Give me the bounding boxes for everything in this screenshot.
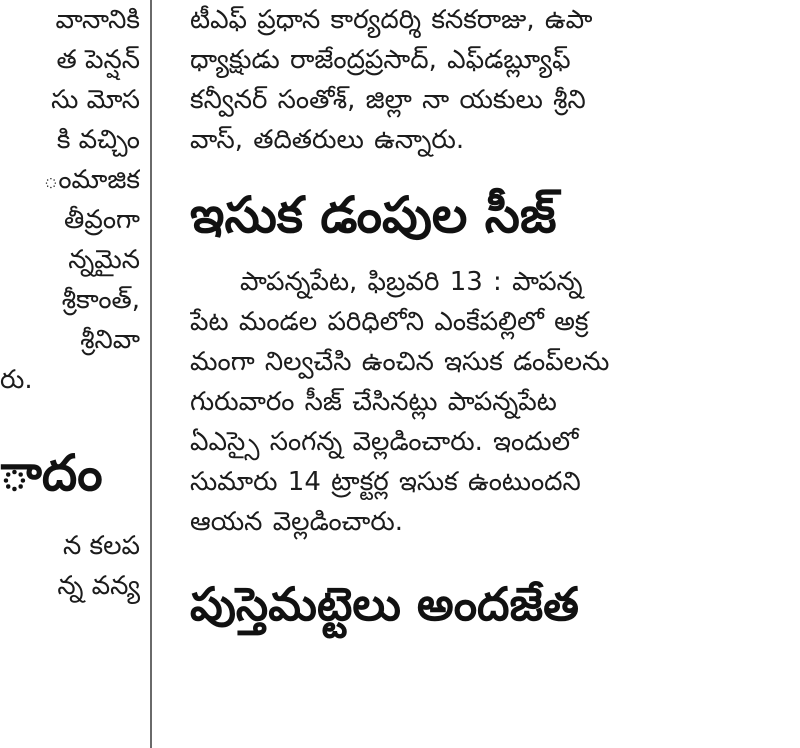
left-text-line: న కలప <box>62 531 140 561</box>
left-text-line: తీవ్రంగా <box>64 205 140 235</box>
article-text-line: ఏఎస్సై సంగన్న వెల్లడించారు. ఇందులో <box>190 427 579 457</box>
intro-text-line: వాస్, తదితరులు ఉన్నారు. <box>190 125 465 155</box>
left-column-paragraph-2 <box>0 526 140 606</box>
left-news-column <box>0 0 140 748</box>
left-text-line: కి వచ్చిం <box>56 125 140 155</box>
left-column-headline: ాదం <box>0 444 103 502</box>
left-text-line: సు మోస <box>51 85 140 115</box>
right-news-column <box>190 0 750 748</box>
left-text-line: రు. <box>0 365 33 395</box>
intro-text-line: ధ్యాక్షుడు రాజేంద్రప్రసాద్, ఎఫ్‌డబ్ల్యూఫ్ <box>190 45 571 75</box>
next-article-headline: పుస్తెమట్టెలు అందజేత <box>190 577 579 631</box>
article-text-line: సుమారు 14 ట్రాక్టర్ల ఇసుక ఉంటుందని <box>190 467 581 497</box>
left-text-line: న్నమైన <box>68 245 140 275</box>
article-text-line: మంగా నిల్వచేసి ఉంచిన ఇసుక డంప్‌లను <box>190 347 610 377</box>
left-text-line: త పెన్షన్ <box>56 45 140 75</box>
left-text-line: శ్రీనివా <box>80 325 140 355</box>
article-headline: ఇసుక డంపుల సీజ్ <box>190 186 557 244</box>
article-text-line: పాపన్నపేట, ఫిబ్రవరి 13 : పాపన్న <box>240 267 583 297</box>
left-text-line: న్న వన్య <box>57 571 140 601</box>
left-text-line: వానానికి <box>55 5 140 35</box>
article-text-line: పేట మండల పరిధిలోని ఎంకేపల్లిలో అక్ర <box>190 307 589 337</box>
article-text-line: ఆయన వెల్లడించారు. <box>190 507 404 537</box>
intro-paragraph <box>190 0 750 160</box>
left-column-paragraph <box>0 0 140 400</box>
intro-text-line: కన్వీనర్ సంతోశ్, జిల్లా నా యకులు శ్రీని <box>190 85 586 115</box>
column-divider <box>150 0 152 748</box>
article-text-line: గురువారం సీజ్ చేసినట్లు పాపన్నపేట <box>190 387 557 417</box>
left-text-line: శ్రీకాంత్, <box>61 285 140 315</box>
intro-text-line: టీఎఫ్ ప్రధాన కార్యదర్శి కనకరాజు, ఉపా <box>190 5 593 35</box>
article-body <box>190 262 750 542</box>
left-text-line: ంమాజిక <box>43 165 140 195</box>
